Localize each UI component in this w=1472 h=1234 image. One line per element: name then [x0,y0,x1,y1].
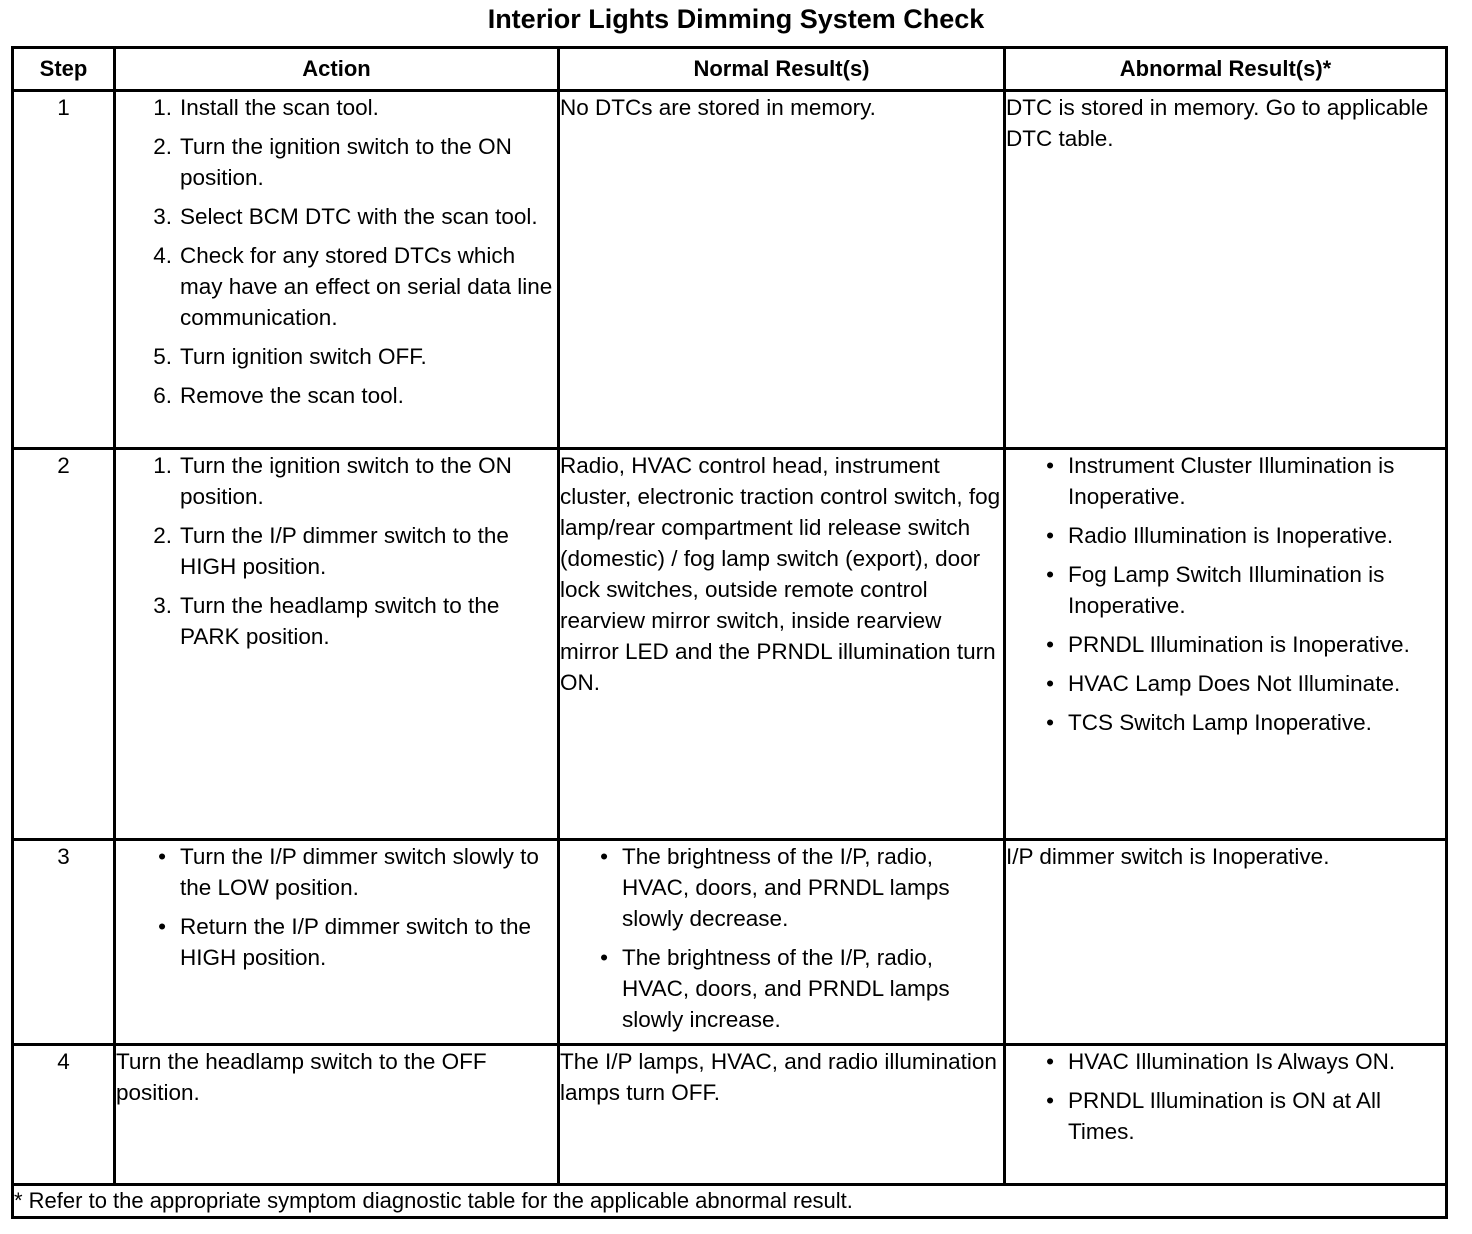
action-cell [115,449,559,840]
header-abnormal-results: Abnormal Result(s)* [1005,48,1447,91]
action-cell [115,91,559,449]
list-item: • Turn the I/P dimmer switch slowly to the LOW position. [158,844,539,900]
list-item: • The brightness of the I/P, radio, HVAC, doors, and PRNDL lamps slowly decrease. [600,844,950,931]
list-item: 6. Remove the scan tool. [153,383,404,408]
header-row [13,48,1447,91]
normal-results-list [560,841,1003,1035]
table-row [13,449,1447,840]
step-number: 1 [13,91,115,449]
abnormal-result-cell [1005,1045,1447,1185]
normal-result-cell: No DTCs are stored in memory. [559,91,1005,449]
abnormal-result-cell: I/P dimmer switch is Inoperative. [1005,840,1447,1045]
normal-result-cell: The I/P lamps, HVAC, and radio illumination lamps turn OFF. [559,1045,1005,1185]
list-item: • Instrument Cluster Illumination is Inoperative. [1046,453,1395,509]
abnormal-results-list [1006,450,1445,738]
list-item: • PRNDL Illumination is ON at All Times. [1046,1088,1382,1144]
step-number: 4 [13,1045,115,1185]
step-number: 3 [13,840,115,1045]
list-item: • Fog Lamp Switch Illumination is Inoperative. [1046,562,1385,618]
list-item: 1. Turn the ignition switch to the ON position. [153,453,512,509]
list-item: 2. Turn the ignition switch to the ON position. [153,134,512,190]
list-item: • HVAC Illumination Is Always ON. [1046,1049,1396,1074]
list-item: 1. Install the scan tool. [153,95,379,120]
diagnostic-table [11,46,1448,1219]
normal-result-cell [559,840,1005,1045]
list-item: 4. Check for any stored DTCs which may have an effect on serial data line communication. [153,243,553,330]
action-steps [116,450,557,652]
header-action: Action [115,48,559,91]
action-steps [116,841,557,973]
list-item: 3. Turn the headlamp switch to the PARK position. [153,593,500,649]
list-item: 5. Turn ignition switch OFF. [153,344,427,369]
list-item: 3. Select BCM DTC with the scan tool. [153,204,538,229]
abnormal-results-list [1006,1046,1445,1147]
action-cell: Turn the headlamp switch to the OFF position. [115,1045,559,1185]
header-normal-results: Normal Result(s) [559,48,1005,91]
table-row [13,1045,1447,1185]
table-row [13,840,1447,1045]
table-row [13,91,1447,449]
step-number: 2 [13,449,115,840]
action-steps [116,92,557,411]
action-cell [115,840,559,1045]
abnormal-result-cell: DTC is stored in memory. Go to applicable DTC table. [1005,91,1447,449]
list-item: • Radio Illumination is Inoperative. [1046,523,1394,548]
list-item: • PRNDL Illumination is Inoperative. [1046,632,1410,657]
normal-result-cell: Radio, HVAC control head, instrument cluster, electronic traction control switch, fog lamp/rear compartment lid release switch (domestic) / fog lamp switch (export), door lock switches, outside remote control rearview mirror switch, inside rearview mirror LED and the PRNDL illumination turn ON. [559,449,1005,840]
list-item: • HVAC Lamp Does Not Illuminate. [1046,671,1401,696]
list-item: • TCS Switch Lamp Inoperative. [1046,710,1372,735]
list-item: • The brightness of the I/P, radio, HVAC, doors, and PRNDL lamps slowly increase. [600,945,950,1032]
list-item: 2. Turn the I/P dimmer switch to the HIGH position. [153,523,509,579]
page-title: Interior Lights Dimming System Check [487,4,985,34]
abnormal-result-cell [1005,449,1447,840]
list-item: • Return the I/P dimmer switch to the HIGH position. [158,914,531,970]
footnote: * Refer to the appropriate symptom diagnostic table for the applicable abnormal result. [13,1185,1447,1218]
footnote-row [13,1185,1447,1218]
header-step: Step [13,48,115,91]
